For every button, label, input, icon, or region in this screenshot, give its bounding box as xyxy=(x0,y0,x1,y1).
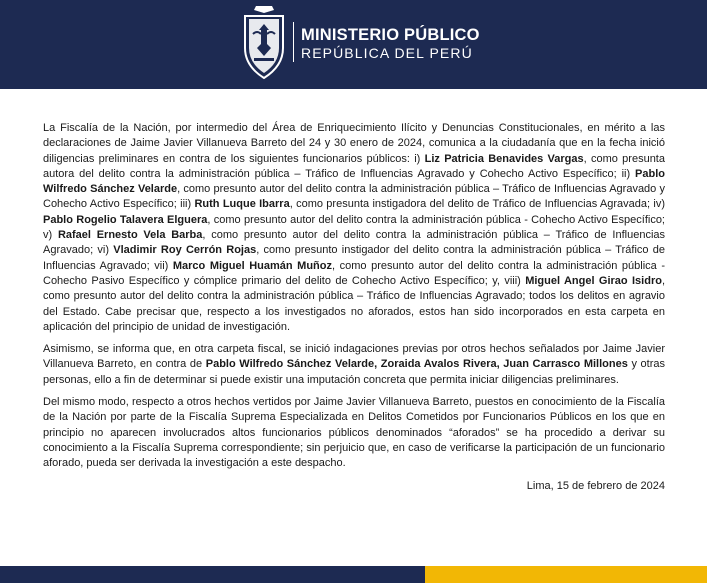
statement-text: , como presunto autor del delito contra la administración pública – Tráfico de Influencias Agravado; todos los delitos en agravio del Estado. Cabe precisar que, respecto a los investigados no aforados, estos han sido incorporados en esta carpeta en aplicación del principio de unidad de investigación. xyxy=(43,274,666,333)
statement-text: Asimismo, se informa que, en otra carpeta fiscal, se inició indagaciones previas por otros hechos señalados por Jaime Javier Villanueva Barreto, en contra de xyxy=(43,343,665,371)
brand-divider xyxy=(293,22,294,62)
brand-title: MINISTERIO PÚBLICO xyxy=(301,26,480,44)
statement-text: , como presunta instigadora del delito de Tráfico de Influencias Agravada; iv) xyxy=(289,198,665,211)
statement-paragraph-1 xyxy=(43,121,665,335)
statement-text: Del mismo modo, respecto a otros hechos vertidos por Jaime Javier Villanueva Barreto, puestos en conocimiento de la Fiscalía de la Nación por parte de la Fiscalía Suprema Especializada en Delitos Cometidos por Funcionarios Públicos en los que en principio no aparecen involucrados altos funcionarios públicos denominados “aforados” se ha procedido a derivar su conocimiento a la Fiscalía Suprema correspondiente; sin perjuicio que, en caso de verificarse la participación de un funcionario aforado, pueda ser derivada la investigación a este despacho. xyxy=(43,396,665,470)
statement-text: y otras personas, ello a fin de determinar si puede existir una imputación concreta que permita iniciar diligencias preliminares. xyxy=(43,358,665,386)
statement-text: , como presunto instigador del delito contra la administración pública – Tráfico de Influencias Agravado; vii) xyxy=(43,244,665,272)
official-name: Liz Patricia Benavides Vargas xyxy=(424,152,584,165)
statement-text: , como presunto autor del delito contra la administración pública – Tráfico de Influencias Agravado y Cohecho Activo Específico; iii) xyxy=(43,183,666,211)
official-name: Pablo Wilfredo Sánchez Velarde xyxy=(43,167,665,196)
statement-text: La Fiscalía de la Nación, por intermedio del Área de Enriquecimiento Ilícito y Denuncias Constitucionales, en mérito a las declaraciones de Jaime Javier Villanueva Barreto del 24 y 30 enero de 2024, comunica a la ciudadanía que en la fecha inició diligencias preliminares en contra de los siguientes funcionarios públicos: i) xyxy=(43,122,665,165)
statement-text: , como presunto autor del delito contra la administración pública - Cohecho Pasivo Específico y cómplice primario del delito de Cohecho Activo Específico; y, viii) xyxy=(43,259,665,287)
statement-text: , como presunto autor del delito contra la administración pública – Tráfico de Influencias Agravado; vi) xyxy=(43,229,665,257)
official-name: Vladimir Roy Cerrón Rojas xyxy=(113,244,257,257)
statement-text: , como presunto autor del delito contra la administración pública - Cohecho Activo Específico; v) xyxy=(43,213,665,242)
ministerio-publico-crest-icon xyxy=(239,4,289,82)
official-name: Marco Miguel Huamán Muñoz xyxy=(172,259,332,272)
official-name: Ruth Luque Ibarra xyxy=(194,198,290,211)
brand-subtitle: REPÚBLICA DEL PERÚ xyxy=(301,45,473,61)
statement-paragraph-3 xyxy=(43,395,665,471)
footer-gold-band xyxy=(425,566,707,583)
official-name: Miguel Angel Girao Isidro xyxy=(525,274,662,287)
page-header xyxy=(0,0,707,89)
statement-date: Lima, 15 de febrero de 2024 xyxy=(526,479,665,492)
footer-navy-band xyxy=(0,566,425,583)
statement-body xyxy=(43,121,665,501)
statement-text: , como presunta autora del delito contra la administración pública – Tráfico de Influencias Agravado y Cohecho Activo Específico; ii) xyxy=(43,152,665,180)
official-name: Rafael Ernesto Vela Barba xyxy=(57,229,203,242)
statement-paragraph-2 xyxy=(43,342,665,388)
official-name: Pablo Wilfredo Sánchez Velarde, Zoraida Avalos Rivera, Juan Carrasco Millones xyxy=(205,358,628,371)
official-name: Pablo Rogelio Talavera Elguera xyxy=(43,213,208,226)
